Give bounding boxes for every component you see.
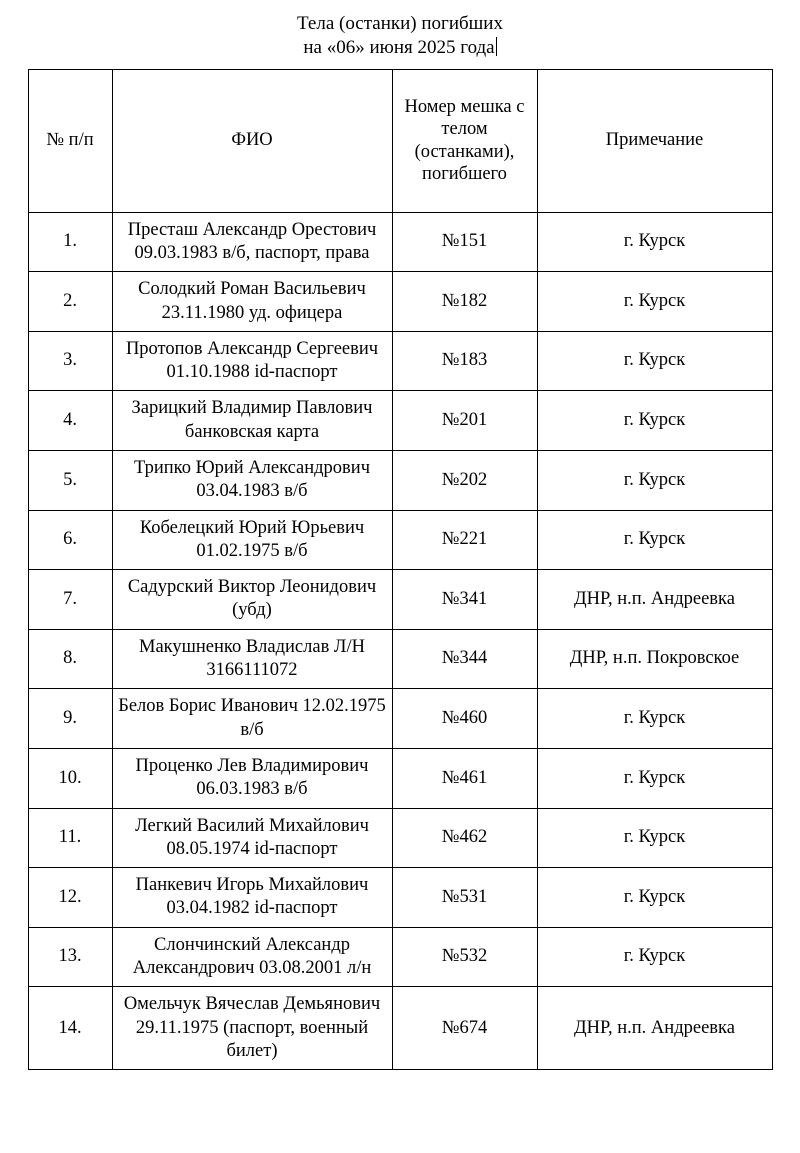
cell-bag-number: №221 <box>392 510 537 570</box>
cell-bag-number: №461 <box>392 748 537 808</box>
cell-bag-number: №531 <box>392 868 537 928</box>
column-header-name: ФИО <box>112 69 392 212</box>
cell-note: г. Курск <box>537 212 772 272</box>
table-row <box>28 987 772 1070</box>
cell-name: Панкевич Игорь Михайлович 03.04.1982 id-паспорт <box>112 868 392 928</box>
cell-name: Белов Борис Иванович 12.02.1975 в/б <box>112 689 392 749</box>
column-header-index: № п/п <box>28 69 112 212</box>
cell-index: 11. <box>28 808 112 868</box>
cell-bag-number: №151 <box>392 212 537 272</box>
title-line-2-text: на «06» июня 2025 года <box>303 37 495 59</box>
cell-index: 2. <box>28 272 112 332</box>
cell-index: 4. <box>28 391 112 451</box>
cell-index: 14. <box>28 987 112 1070</box>
table-row <box>28 629 772 689</box>
cell-name: Слончинский Александр Александрович 03.08.2001 л/н <box>112 927 392 987</box>
text-cursor <box>496 37 497 56</box>
cell-note: г. Курск <box>537 510 772 570</box>
cell-bag-number: №341 <box>392 570 537 630</box>
cell-note: г. Курск <box>537 451 772 511</box>
title-line-1: Тела (останки) погибших <box>297 13 503 34</box>
cell-note: г. Курск <box>537 748 772 808</box>
cell-bag-number: №462 <box>392 808 537 868</box>
table-body <box>28 212 772 1070</box>
cell-note: г. Курск <box>537 689 772 749</box>
table-row <box>28 808 772 868</box>
cell-bag-number: №674 <box>392 987 537 1070</box>
table-header-row <box>28 69 772 212</box>
table-row <box>28 331 772 391</box>
cell-bag-number: №460 <box>392 689 537 749</box>
cell-name: Садурский Виктор Леонидович (убд) <box>112 570 392 630</box>
cell-bag-number: №201 <box>392 391 537 451</box>
cell-index: 6. <box>28 510 112 570</box>
cell-note: г. Курск <box>537 808 772 868</box>
cell-index: 9. <box>28 689 112 749</box>
table-row <box>28 689 772 749</box>
table-header <box>28 69 772 212</box>
cell-name: Зарицкий Владимир Павлович банковская карта <box>112 391 392 451</box>
cell-index: 1. <box>28 212 112 272</box>
cell-bag-number: №182 <box>392 272 537 332</box>
cell-index: 5. <box>28 451 112 511</box>
casualty-table <box>28 69 773 1071</box>
cell-index: 13. <box>28 927 112 987</box>
table-row <box>28 391 772 451</box>
cell-note: г. Курск <box>537 391 772 451</box>
cell-name: Престаш Александр Орестович 09.03.1983 в/б, паспорт, права <box>112 212 392 272</box>
cell-index: 12. <box>28 868 112 928</box>
cell-name: Омельчук Вячеслав Демьянович 29.11.1975 (паспорт, военный билет) <box>112 987 392 1070</box>
table-row <box>28 868 772 928</box>
table-row <box>28 212 772 272</box>
cell-name: Проценко Лев Владимирович 06.03.1983 в/б <box>112 748 392 808</box>
table-row <box>28 510 772 570</box>
cell-name: Кобелецкий Юрий Юрьевич 01.02.1975 в/б <box>112 510 392 570</box>
title-line-2 <box>190 36 610 60</box>
cell-note: ДНР, н.п. Андреевка <box>537 570 772 630</box>
cell-note: г. Курск <box>537 272 772 332</box>
column-header-note: Примечание <box>537 69 772 212</box>
cell-note: ДНР, н.п. Андреевка <box>537 987 772 1070</box>
cell-note: г. Курск <box>537 331 772 391</box>
page-title <box>190 12 610 61</box>
cell-note: г. Курск <box>537 868 772 928</box>
cell-name: Протопов Александр Сергеевич 01.10.1988 id-паспорт <box>112 331 392 391</box>
table-row <box>28 927 772 987</box>
cell-name: Макушненко Владислав Л/Н 3166111072 <box>112 629 392 689</box>
cell-index: 7. <box>28 570 112 630</box>
column-header-bag-number: Номер мешка с телом (останками), погибшего <box>392 69 537 212</box>
cell-index: 8. <box>28 629 112 689</box>
cell-bag-number: №532 <box>392 927 537 987</box>
cell-note: г. Курск <box>537 927 772 987</box>
table-row <box>28 451 772 511</box>
cell-name: Солодкий Роман Васильевич 23.11.1980 уд. офицера <box>112 272 392 332</box>
cell-name: Легкий Василий Михайлович 08.05.1974 id-паспорт <box>112 808 392 868</box>
cell-bag-number: №183 <box>392 331 537 391</box>
cell-index: 3. <box>28 331 112 391</box>
table-row <box>28 570 772 630</box>
cell-bag-number: №202 <box>392 451 537 511</box>
cell-bag-number: №344 <box>392 629 537 689</box>
cell-note: ДНР, н.п. Покровское <box>537 629 772 689</box>
table-row <box>28 748 772 808</box>
cell-index: 10. <box>28 748 112 808</box>
cell-name: Трипко Юрий Александрович 03.04.1983 в/б <box>112 451 392 511</box>
table-row <box>28 272 772 332</box>
